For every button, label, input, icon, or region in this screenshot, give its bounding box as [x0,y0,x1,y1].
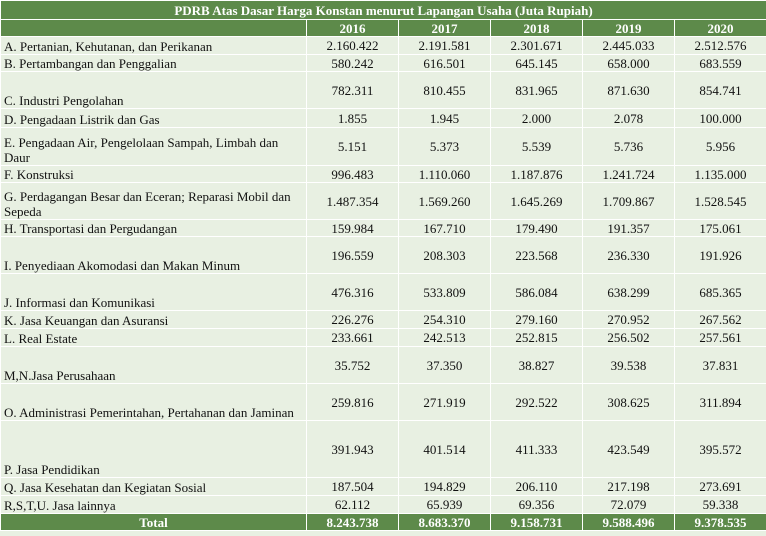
cell-value: 194.829 [399,478,491,496]
row-label: I. Penyediaan Akomodasi dan Makan Minum [1,237,307,274]
cell-value: 256.502 [583,329,675,347]
cell-value: 2.512.576 [675,37,766,55]
cell-value: 411.333 [491,421,583,478]
cell-value: 59.338 [675,496,766,514]
cell-value: 179.490 [491,220,583,237]
cell-value: 191.926 [675,237,766,274]
cell-value: 5.736 [583,128,675,166]
table-row [1,220,766,237]
cell-value: 586.084 [491,274,583,311]
cell-value: 645.145 [491,55,583,72]
cell-value: 1.645.269 [491,183,583,220]
cell-value: 5.956 [675,128,766,166]
cell-value: 2.078 [583,109,675,128]
total-value: 8.243.738 [307,514,399,531]
year-header-2016: 2016 [307,20,399,37]
cell-value: 37.831 [675,347,766,384]
cell-value: 69.356 [491,496,583,514]
cell-value: 1.187.876 [491,166,583,183]
cell-value: 223.568 [491,237,583,274]
cell-value: 810.455 [399,72,491,109]
cell-value: 254.310 [399,311,491,329]
header-blank-cell [1,20,307,37]
cell-value: 270.952 [583,311,675,329]
cell-value: 206.110 [491,478,583,496]
table-row [1,37,766,55]
row-label: L. Real Estate [1,329,307,347]
cell-value: 871.630 [583,72,675,109]
cell-value: 996.483 [307,166,399,183]
cell-value: 683.559 [675,55,766,72]
cell-value: 658.000 [583,55,675,72]
table-row [1,183,766,220]
cell-value: 423.549 [583,421,675,478]
cell-value: 187.504 [307,478,399,496]
cell-value: 175.061 [675,220,766,237]
cell-value: 1.569.260 [399,183,491,220]
cell-value: 236.330 [583,237,675,274]
cell-value: 233.661 [307,329,399,347]
cell-value: 257.561 [675,329,766,347]
cell-value: 395.572 [675,421,766,478]
cell-value: 208.303 [399,237,491,274]
total-value: 9.378.535 [675,514,766,531]
table-row [1,237,766,274]
cell-value: 2.000 [491,109,583,128]
cell-value: 1.945 [399,109,491,128]
cell-value: 5.539 [491,128,583,166]
cell-value: 167.710 [399,220,491,237]
row-label: J. Informasi dan Komunikasi [1,274,307,311]
cell-value: 72.079 [583,496,675,514]
row-label: R,S,T,U. Jasa lainnya [1,496,307,514]
cell-value: 391.943 [307,421,399,478]
cell-value: 39.538 [583,347,675,384]
cell-value: 2.191.581 [399,37,491,55]
cell-value: 1.528.545 [675,183,766,220]
table-row [1,329,766,347]
cell-value: 217.198 [583,478,675,496]
cell-value: 100.000 [675,109,766,128]
total-label: Total [1,514,307,531]
row-label: P. Jasa Pendidikan [1,421,307,478]
cell-value: 5.151 [307,128,399,166]
row-label: Q. Jasa Kesehatan dan Kegiatan Sosial [1,478,307,496]
table-title: PDRB Atas Dasar Harga Konstan menurut Lapangan Usaha (Juta Rupiah) [1,1,766,20]
cell-value: 242.513 [399,329,491,347]
cell-value: 65.939 [399,496,491,514]
cell-value: 226.276 [307,311,399,329]
cell-value: 38.827 [491,347,583,384]
total-value: 9.588.496 [583,514,675,531]
cell-value: 271.919 [399,384,491,421]
table-row [1,384,766,421]
row-label: K. Jasa Keuangan dan Asuransi [1,311,307,329]
total-value: 8.683.370 [399,514,491,531]
year-header-2017: 2017 [399,20,491,37]
cell-value: 638.299 [583,274,675,311]
row-label: H. Transportasi dan Pergudangan [1,220,307,237]
total-row [1,514,766,531]
table-row [1,496,766,514]
cell-value: 191.357 [583,220,675,237]
cell-value: 311.894 [675,384,766,421]
table-row [1,128,766,166]
year-header-2020: 2020 [675,20,766,37]
table-row [1,311,766,329]
cell-value: 1.709.867 [583,183,675,220]
table-row [1,72,766,109]
cell-value: 292.522 [491,384,583,421]
table-row [1,347,766,384]
cell-value: 831.965 [491,72,583,109]
table-row [1,478,766,496]
cell-value: 279.160 [491,311,583,329]
cell-value: 533.809 [399,274,491,311]
cell-value: 1.487.354 [307,183,399,220]
row-label: B. Pertambangan dan Penggalian [1,55,307,72]
cell-value: 2.445.033 [583,37,675,55]
year-header-row [1,20,766,37]
cell-value: 2.160.422 [307,37,399,55]
row-label: O. Administrasi Pemerintahan, Pertahanan dan Jaminan [1,384,307,421]
cell-value: 2.301.671 [491,37,583,55]
row-label: A. Pertanian, Kehutanan, dan Perikanan [1,37,307,55]
cell-value: 476.316 [307,274,399,311]
cell-value: 1.855 [307,109,399,128]
cell-value: 267.562 [675,311,766,329]
cell-value: 782.311 [307,72,399,109]
cell-value: 252.815 [491,329,583,347]
table-row [1,109,766,128]
table-row [1,274,766,311]
table-row [1,55,766,72]
cell-value: 685.365 [675,274,766,311]
row-label: M,N.Jasa Perusahaan [1,347,307,384]
cell-value: 5.373 [399,128,491,166]
cell-value: 273.691 [675,478,766,496]
cell-value: 308.625 [583,384,675,421]
row-label: E. Pengadaan Air, Pengelolaan Sampah, Limbah dan Daur [1,128,307,166]
year-header-2019: 2019 [583,20,675,37]
cell-value: 196.559 [307,237,399,274]
row-label: F. Konstruksi [1,166,307,183]
table-row [1,166,766,183]
cell-value: 1.135.000 [675,166,766,183]
row-label: D. Pengadaan Listrik dan Gas [1,109,307,128]
total-value: 9.158.731 [491,514,583,531]
cell-value: 1.241.724 [583,166,675,183]
table-row [1,421,766,478]
cell-value: 159.984 [307,220,399,237]
row-label: G. Perdagangan Besar dan Eceran; Reparasi Mobil dan Sepeda [1,183,307,220]
cell-value: 616.501 [399,55,491,72]
cell-value: 854.741 [675,72,766,109]
cell-value: 35.752 [307,347,399,384]
cell-value: 259.816 [307,384,399,421]
cell-value: 1.110.060 [399,166,491,183]
cell-value: 62.112 [307,496,399,514]
cell-value: 580.242 [307,55,399,72]
cell-value: 37.350 [399,347,491,384]
row-label: C. Industri Pengolahan [1,72,307,109]
year-header-2018: 2018 [491,20,583,37]
cell-value: 401.514 [399,421,491,478]
